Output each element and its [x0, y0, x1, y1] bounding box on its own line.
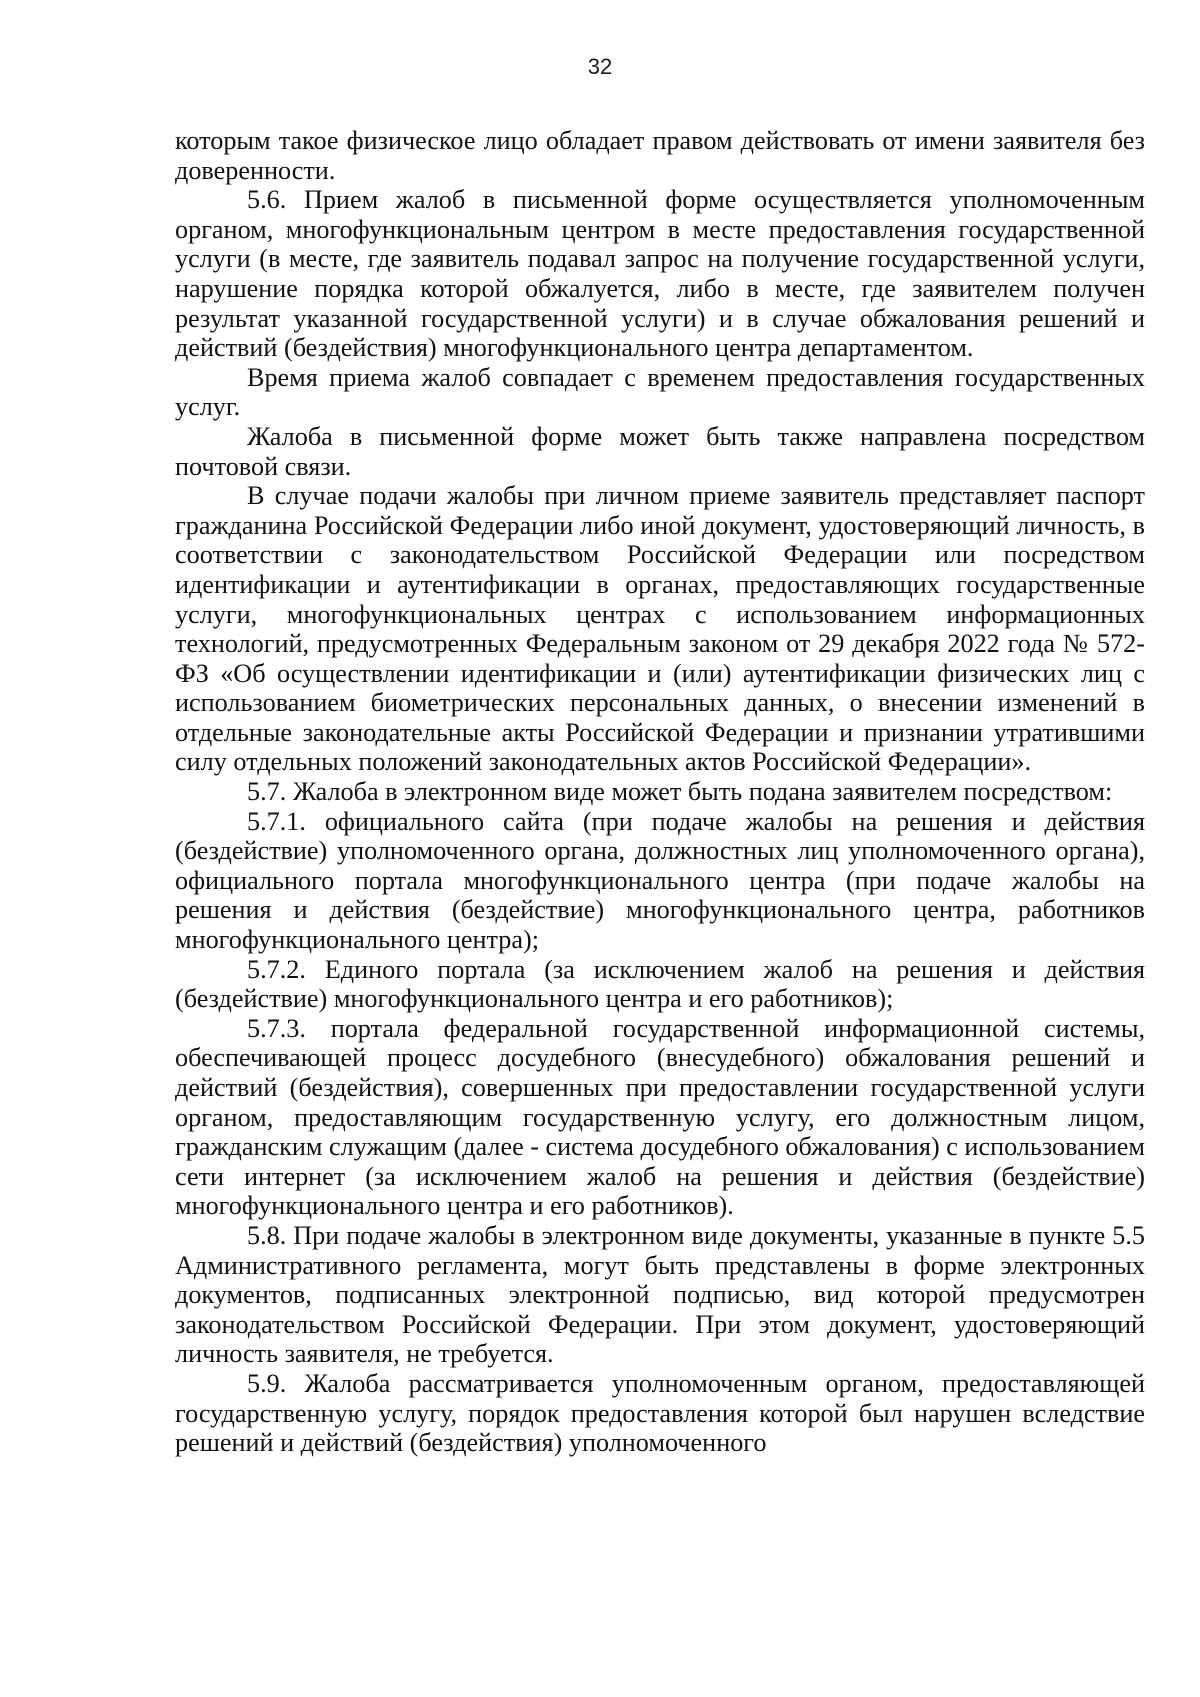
paragraph-reception-time: Время приема жалоб совпадает с временем предоставления государственных услуг.	[175, 362, 1145, 422]
paragraph-5-7-2: 5.7.2. Единого портала (за исключением жалоб на решения и действия (бездействие) многофункционального центра и его работников);	[175, 954, 1145, 1014]
paragraph-5-8: 5.8. При подаче жалобы в электронном виде документы, указанные в пункте 5.5 Административного регламента, могут быть представлены в форме электронных документов, подписанных электронной подписью, вид которой предусмотрен законодательством Российской Федерации. При этом документ, удостоверяющий личность заявителя, не требуется.	[175, 1220, 1145, 1369]
paragraph-postal-complaint: Жалоба в письменной форме может быть также направлена посредством почтовой связи.	[175, 421, 1145, 481]
paragraph-5-6: 5.6. Прием жалоб в письменной форме осуществляется уполномоченным органом, многофункциональным центром в месте предоставления государственной услуги (в месте, где заявитель подавал запрос на получение государственной услуги, нарушение порядка которой обжалуется, либо в месте, где заявителем получен результат указанной государственной услуги) и в случае обжалования решений и действий (бездействия) многофункционального центра департаментом.	[175, 185, 1145, 363]
paragraph-5-7: 5.7. Жалоба в электронном виде может быть подана заявителем посредством:	[247, 777, 1113, 807]
paragraph-continuation: которым такое физическое лицо обладает правом действовать от имени заявителя без доверенности.	[175, 126, 1145, 185]
paragraph-5-7-1: 5.7.1. официального сайта (при подаче жалобы на решения и действия (бездействие) уполномоченного органа, должностных лиц уполномоченного органа), официального портала многофункционального центра (при подаче жалобы на решения и действия (бездействие) многофункционального центра, работников многофункционального центра);	[175, 806, 1145, 955]
page-number: 32	[587, 54, 613, 79]
paragraph-personal-reception: В случае подачи жалобы при личном приеме заявитель представляет паспорт гражданина Российской Федерации либо иной документ, удостоверяющий личность, в соответствии с законодательством Российской Федерации или посредством идентификации и аутентификации в органах, предоставляющих государственные услуги, многофункциональных центрах с использованием информационных технологий, предусмотренных Федеральным законом от 29 декабря 2022 года № 572-ФЗ «Об осуществлении идентификации и (или) аутентификации физических лиц с использованием биометрических персональных данных, о внесении изменений в отдельные законодательные акты Российской Федерации и признании утратившими силу отдельных положений законодательных актов Российской Федерации».	[175, 481, 1145, 777]
paragraph-5-7-3: 5.7.3. портала федеральной государственной информационной системы, обеспечивающей процесс досудебного (внесудебного) обжалования решений и действий (бездействия), совершенных при предоставлении государственной услуги органом, предоставляющим государственную услугу, его должностным лицом, гражданским служащим (далее - система досудебного обжалования) с использованием сети интернет (за исключением жалоб на решения и действия (бездействие) многофункционального центра и его работников).	[175, 1013, 1145, 1221]
paragraph-5-9: 5.9. Жалоба рассматривается уполномоченным органом, предоставляющей государственную услугу, порядок предоставления которой был нарушен вследствие решений и действий (бездействия) уполномоченного	[175, 1368, 1145, 1458]
document-body	[175, 126, 1145, 1458]
